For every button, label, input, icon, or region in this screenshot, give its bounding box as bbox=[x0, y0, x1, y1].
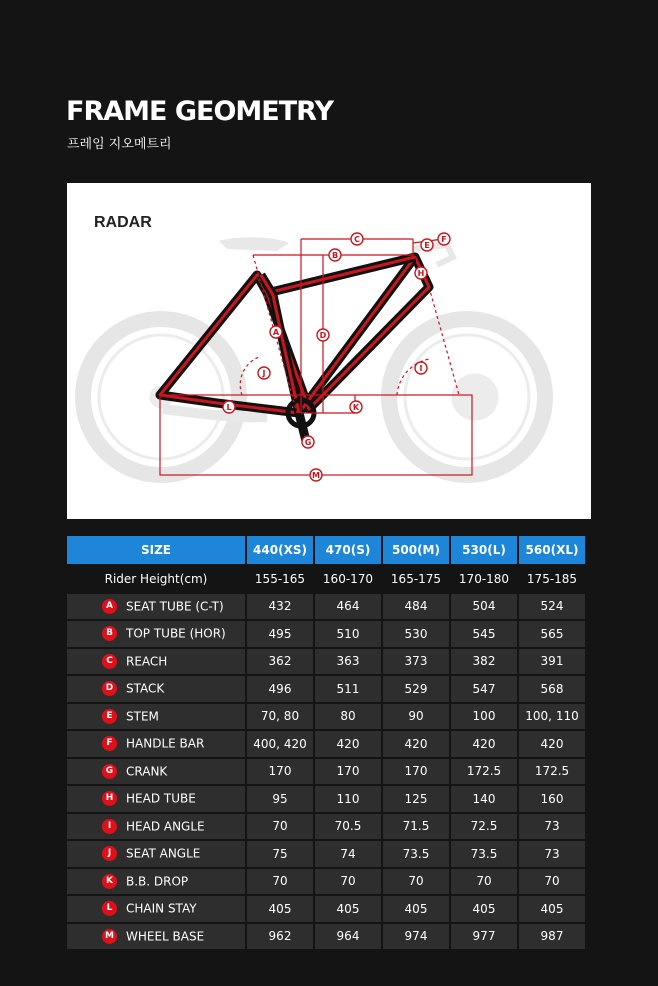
measure-name: CRANK bbox=[126, 764, 168, 779]
table-cell: 70.5 bbox=[315, 814, 381, 840]
letter-badge: C bbox=[102, 654, 117, 669]
table-cell: 405 bbox=[315, 896, 381, 922]
table-cell: 71.5 bbox=[383, 814, 449, 840]
table-row bbox=[67, 814, 585, 840]
table-row bbox=[67, 924, 585, 950]
svg-text:E: E bbox=[424, 241, 430, 250]
letter-badge: E bbox=[102, 709, 117, 724]
table-cell: 100 bbox=[451, 704, 517, 730]
geometry-table bbox=[65, 534, 587, 951]
model-name: RADAR bbox=[94, 214, 152, 231]
measure-name: HEAD ANGLE bbox=[126, 819, 205, 834]
letter-badge: B bbox=[102, 626, 117, 641]
svg-text:L: L bbox=[226, 403, 232, 412]
measure-name: B.B. DROP bbox=[126, 874, 189, 889]
letter-badge: D bbox=[102, 681, 117, 696]
table-cell: 110 bbox=[315, 786, 381, 812]
table-cell: 524 bbox=[519, 594, 585, 620]
size-column-header: 470(S) bbox=[315, 536, 381, 564]
table-cell: 484 bbox=[383, 594, 449, 620]
svg-text:B: B bbox=[331, 251, 339, 260]
measure-label-cell bbox=[67, 896, 245, 922]
table-cell: 565 bbox=[519, 621, 585, 647]
table-cell: 530 bbox=[383, 621, 449, 647]
table-cell: 405 bbox=[383, 896, 449, 922]
table-cell: 545 bbox=[451, 621, 517, 647]
page-title: FRAME GEOMETRY bbox=[66, 96, 333, 127]
table-cell: 75 bbox=[247, 841, 313, 867]
table-cell: 495 bbox=[247, 621, 313, 647]
svg-text:D: D bbox=[319, 331, 327, 340]
letter-badge: L bbox=[102, 901, 117, 916]
rider-height-row bbox=[67, 566, 585, 592]
table-cell: 70 bbox=[383, 869, 449, 895]
table-cell: 373 bbox=[383, 649, 449, 675]
table-cell: 496 bbox=[247, 676, 313, 702]
letter-badge: A bbox=[102, 599, 117, 614]
table-row bbox=[67, 704, 585, 730]
label-k bbox=[350, 401, 362, 413]
table-cell: 175-185 bbox=[526, 571, 578, 586]
measure-name: CHAIN STAY bbox=[126, 901, 197, 916]
label-j bbox=[258, 367, 270, 379]
table-cell: 72.5 bbox=[451, 814, 517, 840]
table-cell: 160-170 bbox=[322, 571, 374, 586]
table-cell: 170 bbox=[383, 759, 449, 785]
svg-text:I: I bbox=[419, 364, 423, 373]
size-column-header: 440(XS) bbox=[247, 536, 313, 564]
table-cell: 80 bbox=[315, 704, 381, 730]
size-column-header: 500(M) bbox=[383, 536, 449, 564]
table-cell: 73 bbox=[519, 814, 585, 840]
table-cell: 73 bbox=[519, 841, 585, 867]
table-cell: 170 bbox=[315, 759, 381, 785]
letter-badge: F bbox=[102, 736, 117, 751]
table-row bbox=[67, 676, 585, 702]
table-cell: 73.5 bbox=[383, 841, 449, 867]
table-cell: 73.5 bbox=[451, 841, 517, 867]
table-cell: 510 bbox=[315, 621, 381, 647]
label-c bbox=[351, 233, 363, 245]
table-cell: 964 bbox=[315, 924, 381, 950]
svg-text:C: C bbox=[354, 235, 360, 244]
table-cell: 464 bbox=[315, 594, 381, 620]
table-cell: 974 bbox=[383, 924, 449, 950]
table-cell: 511 bbox=[315, 676, 381, 702]
table-cell: 405 bbox=[451, 896, 517, 922]
label-g bbox=[302, 436, 314, 448]
measure-name: HEAD TUBE bbox=[126, 791, 196, 806]
table-cell: 382 bbox=[451, 649, 517, 675]
measure-name: TOP TUBE (HOR) bbox=[126, 626, 226, 641]
label-d bbox=[317, 329, 329, 341]
measure-name: REACH bbox=[126, 654, 168, 669]
label-a bbox=[270, 326, 282, 338]
table-cell: 70 bbox=[247, 869, 313, 895]
table-cell: 987 bbox=[519, 924, 585, 950]
table-row bbox=[67, 786, 585, 812]
measure-label-cell bbox=[67, 869, 245, 895]
table-cell: 529 bbox=[383, 676, 449, 702]
letter-badge: M bbox=[102, 929, 117, 944]
table-cell: 90 bbox=[383, 704, 449, 730]
table-cell: 70 bbox=[451, 869, 517, 895]
measure-label-cell bbox=[67, 814, 245, 840]
letter-badge: H bbox=[102, 791, 117, 806]
table-row bbox=[67, 621, 585, 647]
measure-name: STEM bbox=[126, 709, 159, 724]
table-row bbox=[67, 649, 585, 675]
measure-label-cell bbox=[67, 841, 245, 867]
measure-name: HANDLE BAR bbox=[126, 736, 205, 751]
measure-label-cell bbox=[67, 924, 245, 950]
saddle bbox=[219, 237, 289, 251]
table-cell: 962 bbox=[247, 924, 313, 950]
table-cell: 70 bbox=[247, 814, 313, 840]
svg-text:K: K bbox=[352, 403, 360, 412]
measure-label-cell bbox=[67, 649, 245, 675]
label-m bbox=[310, 469, 322, 481]
size-header: SIZE bbox=[67, 536, 245, 564]
table-cell: 547 bbox=[451, 676, 517, 702]
measure-label-cell bbox=[67, 594, 245, 620]
table-cell: 170-180 bbox=[458, 571, 510, 586]
measure-label-cell bbox=[67, 759, 245, 785]
table-cell: 568 bbox=[519, 676, 585, 702]
label-h bbox=[415, 267, 427, 279]
size-column-header: 530(L) bbox=[451, 536, 517, 564]
table-row bbox=[67, 896, 585, 922]
letter-badge: K bbox=[102, 874, 117, 889]
table-cell: 391 bbox=[519, 649, 585, 675]
geometry-rows bbox=[67, 594, 585, 950]
table-cell: 100, 110 bbox=[519, 704, 585, 730]
measure-name: STACK bbox=[126, 681, 165, 696]
table-cell: 400, 420 bbox=[247, 731, 313, 757]
table-cell: 405 bbox=[247, 896, 313, 922]
table-cell: 74 bbox=[315, 841, 381, 867]
svg-text:F: F bbox=[441, 235, 447, 244]
svg-text:H: H bbox=[417, 269, 425, 278]
table-cell: 95 bbox=[247, 786, 313, 812]
letter-badge: J bbox=[102, 846, 117, 861]
label-e bbox=[421, 239, 433, 251]
svg-text:G: G bbox=[304, 438, 312, 447]
table-cell: 977 bbox=[451, 924, 517, 950]
measure-label-cell bbox=[67, 786, 245, 812]
svg-text:J: J bbox=[262, 369, 266, 378]
table-cell: 125 bbox=[383, 786, 449, 812]
measure-label-cell bbox=[67, 621, 245, 647]
table-row bbox=[67, 731, 585, 757]
table-cell: 140 bbox=[451, 786, 517, 812]
label-l bbox=[223, 401, 235, 413]
measure-name: WHEEL BASE bbox=[126, 929, 205, 944]
page-subtitle: 프레임 지오메트리 bbox=[67, 137, 172, 152]
measure-label-cell bbox=[67, 704, 245, 730]
table-row bbox=[67, 759, 585, 785]
table-header-row bbox=[67, 536, 585, 564]
measure-label-cell bbox=[67, 731, 245, 757]
table-cell: 504 bbox=[451, 594, 517, 620]
table-cell: 420 bbox=[451, 731, 517, 757]
label-b bbox=[329, 249, 341, 261]
table-cell: 70 bbox=[519, 869, 585, 895]
table-row bbox=[67, 594, 585, 620]
table-row bbox=[67, 841, 585, 867]
table-cell: 170 bbox=[247, 759, 313, 785]
size-column-header: 560(XL) bbox=[519, 536, 585, 564]
table-cell: 432 bbox=[247, 594, 313, 620]
letter-badge: G bbox=[102, 764, 117, 779]
table-cell: 172.5 bbox=[519, 759, 585, 785]
svg-text:A: A bbox=[272, 328, 280, 337]
table-cell: 362 bbox=[247, 649, 313, 675]
table-cell: 405 bbox=[519, 896, 585, 922]
table-cell: 420 bbox=[315, 731, 381, 757]
table-cell: 172.5 bbox=[451, 759, 517, 785]
svg-text:M: M bbox=[312, 471, 320, 480]
table-cell: 70, 80 bbox=[247, 704, 313, 730]
label-f bbox=[438, 233, 450, 245]
table-cell: 165-175 bbox=[390, 571, 442, 586]
table-cell: 155-165 bbox=[254, 571, 306, 586]
measure-name: SEAT TUBE (C-T) bbox=[126, 599, 224, 614]
frame-geometry-diagram bbox=[67, 183, 591, 519]
letter-badge: I bbox=[102, 819, 117, 834]
measure-label-cell bbox=[67, 676, 245, 702]
bike-diagram-svg bbox=[67, 183, 591, 519]
rider-height-label: Rider Height(cm) bbox=[104, 571, 208, 586]
table-cell: 363 bbox=[315, 649, 381, 675]
table-row bbox=[67, 869, 585, 895]
table-cell: 420 bbox=[519, 731, 585, 757]
table-cell: 160 bbox=[519, 786, 585, 812]
measure-name: SEAT ANGLE bbox=[126, 846, 201, 861]
table-cell: 420 bbox=[383, 731, 449, 757]
table-cell: 70 bbox=[315, 869, 381, 895]
label-i bbox=[415, 362, 427, 374]
